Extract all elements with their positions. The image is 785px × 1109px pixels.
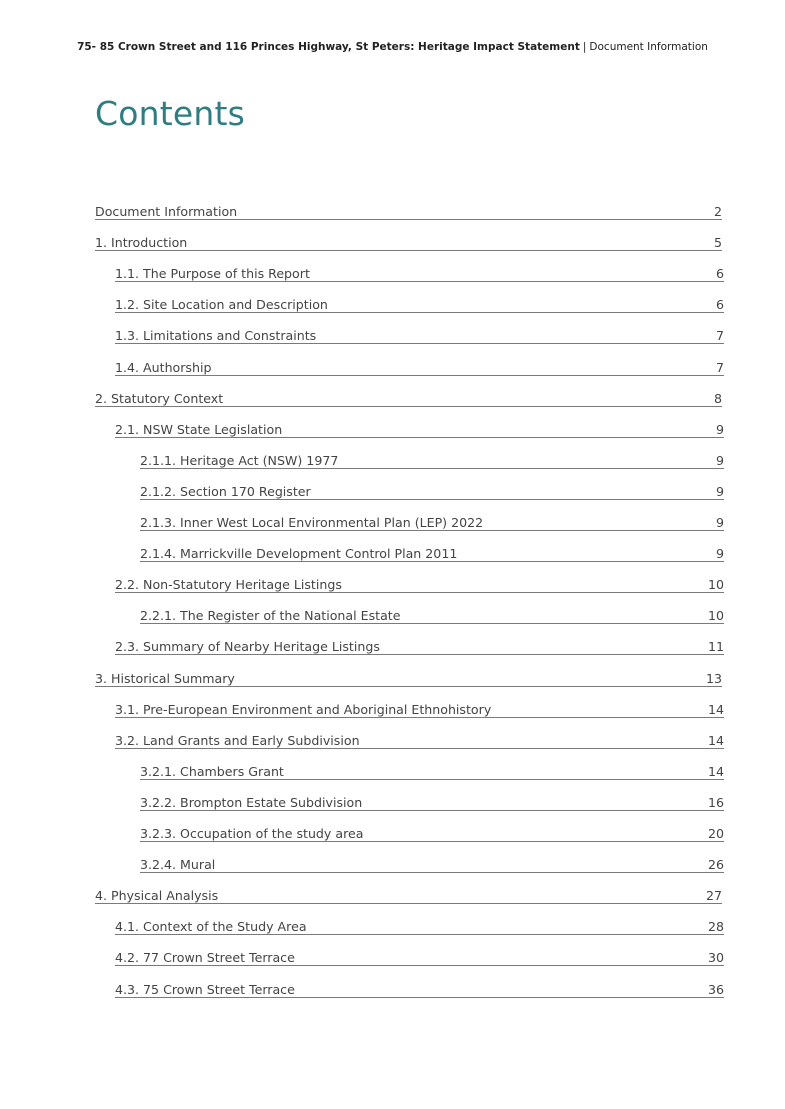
toc-entry-label: 3.1. Pre-European Environment and Aboriginal Ethnohistory bbox=[115, 701, 492, 717]
toc-entry-label: 3.2.2. Brompton Estate Subdivision bbox=[140, 794, 363, 810]
toc-entry[interactable] bbox=[140, 759, 724, 780]
toc-entry-label: 2.1. NSW State Legislation bbox=[115, 421, 283, 437]
toc-entry-page-number: 14 bbox=[707, 763, 724, 779]
toc-entry-label: 4.2. 77 Crown Street Terrace bbox=[115, 950, 295, 966]
toc-entry-page-number: 16 bbox=[707, 794, 724, 810]
toc-entry[interactable] bbox=[115, 323, 724, 344]
toc-entry-page-number: 9 bbox=[715, 515, 724, 530]
header-separator: | bbox=[582, 41, 587, 53]
toc-entry-label: 1.4. Authorship bbox=[115, 359, 212, 375]
toc-entry-label: 2.2.1. The Register of the National Estate bbox=[140, 608, 401, 624]
toc-entry[interactable] bbox=[115, 261, 724, 282]
toc-entry-label: 4. Physical Analysis bbox=[95, 888, 219, 904]
toc-entry-label: 3.2. Land Grants and Early Subdivision bbox=[115, 732, 360, 748]
toc-entry[interactable] bbox=[115, 945, 724, 966]
toc-entry[interactable] bbox=[95, 199, 722, 220]
toc-entry-page-number: 28 bbox=[707, 919, 724, 935]
toc-entry-label: 4.1. Context of the Study Area bbox=[115, 919, 307, 935]
toc-entry[interactable] bbox=[115, 572, 724, 593]
toc-entry-page-number: 5 bbox=[713, 235, 722, 251]
toc-entry[interactable] bbox=[115, 697, 724, 718]
toc-entry-page-number: 26 bbox=[707, 857, 724, 873]
toc-entry-page-number: 14 bbox=[707, 732, 724, 748]
toc-entry-page-number: 30 bbox=[707, 950, 724, 966]
toc-entry-label: 3.2.1. Chambers Grant bbox=[140, 763, 284, 779]
toc-entry-page-number: 9 bbox=[715, 546, 724, 562]
toc-entry[interactable] bbox=[115, 977, 724, 998]
toc-entry[interactable] bbox=[115, 292, 724, 313]
toc-entry-page-number: 6 bbox=[715, 297, 724, 313]
toc-entry-label: Document Information bbox=[95, 204, 238, 219]
toc-entry-label: 1.3. Limitations and Constraints bbox=[115, 328, 317, 344]
toc-entry[interactable] bbox=[140, 821, 724, 842]
toc-entry-page-number: 9 bbox=[715, 452, 724, 468]
toc-entry-page-number: 7 bbox=[715, 328, 724, 344]
toc-entry[interactable] bbox=[140, 510, 724, 531]
toc-entry-label: 2.1.1. Heritage Act (NSW) 1977 bbox=[140, 452, 339, 468]
toc-entry[interactable] bbox=[95, 666, 722, 687]
toc-entry-page-number: 6 bbox=[715, 266, 724, 282]
toc-entry-label: 1.2. Site Location and Description bbox=[115, 297, 328, 313]
toc-entry-label: 1. Introduction bbox=[95, 235, 188, 251]
toc-entry-page-number: 27 bbox=[705, 888, 722, 904]
toc-entry-page-number: 11 bbox=[707, 639, 724, 655]
toc-entry-label: 4.3. 75 Crown Street Terrace bbox=[115, 981, 295, 997]
toc-entry[interactable] bbox=[115, 634, 724, 655]
toc-entry[interactable] bbox=[95, 230, 722, 251]
toc-entry[interactable] bbox=[140, 852, 724, 873]
toc-entry[interactable] bbox=[140, 479, 724, 500]
toc-entry[interactable] bbox=[140, 790, 724, 811]
toc-entry[interactable] bbox=[140, 541, 724, 562]
header-section-name: Document Information bbox=[589, 41, 708, 53]
toc-entry[interactable] bbox=[115, 914, 724, 935]
toc-entry-label: 2.1.4. Marrickville Development Control Plan 2011 bbox=[140, 546, 458, 562]
toc-entry-label: 2. Statutory Context bbox=[95, 390, 224, 406]
toc-entry-page-number: 13 bbox=[705, 670, 722, 686]
page-title: Contents bbox=[95, 94, 246, 133]
toc-entry-label: 1.1. The Purpose of this Report bbox=[115, 266, 310, 282]
toc-entry[interactable] bbox=[140, 603, 724, 624]
toc-entry-page-number: 20 bbox=[707, 826, 724, 841]
toc-entry-label: 2.3. Summary of Nearby Heritage Listings bbox=[115, 639, 380, 655]
toc-entry-page-number: 36 bbox=[707, 981, 724, 997]
toc-entry-label: 3.2.3. Occupation of the study area bbox=[140, 826, 364, 841]
toc-entry-page-number: 2 bbox=[713, 204, 722, 219]
toc-entry[interactable] bbox=[95, 386, 722, 407]
toc-entry-label: 3.2.4. Mural bbox=[140, 857, 216, 873]
toc-entry-label: 3. Historical Summary bbox=[95, 670, 235, 686]
toc-entry-page-number: 10 bbox=[707, 608, 724, 624]
toc-entry-page-number: 8 bbox=[713, 390, 722, 406]
toc-entry-label: 2.2. Non-Statutory Heritage Listings bbox=[115, 577, 342, 593]
toc-entry-label: 2.1.3. Inner West Local Environmental Plan (LEP) 2022 bbox=[140, 515, 484, 530]
toc-entry[interactable] bbox=[115, 728, 724, 749]
toc-entry[interactable] bbox=[115, 355, 724, 376]
header-document-title: 75- 85 Crown Street and 116 Princes Highway, St Peters: Heritage Impact Statement bbox=[77, 41, 580, 53]
toc-entry-page-number: 14 bbox=[707, 701, 724, 717]
toc-entry-page-number: 9 bbox=[715, 483, 724, 499]
toc-entry[interactable] bbox=[140, 448, 724, 469]
page-header bbox=[0, 41, 785, 53]
toc-entry[interactable] bbox=[115, 417, 724, 438]
toc-entry-page-number: 9 bbox=[715, 421, 724, 437]
toc-entry[interactable] bbox=[95, 883, 722, 904]
toc-entry-label: 2.1.2. Section 170 Register bbox=[140, 483, 311, 499]
toc-entry-page-number: 7 bbox=[715, 359, 724, 375]
toc-entry-page-number: 10 bbox=[707, 577, 724, 593]
